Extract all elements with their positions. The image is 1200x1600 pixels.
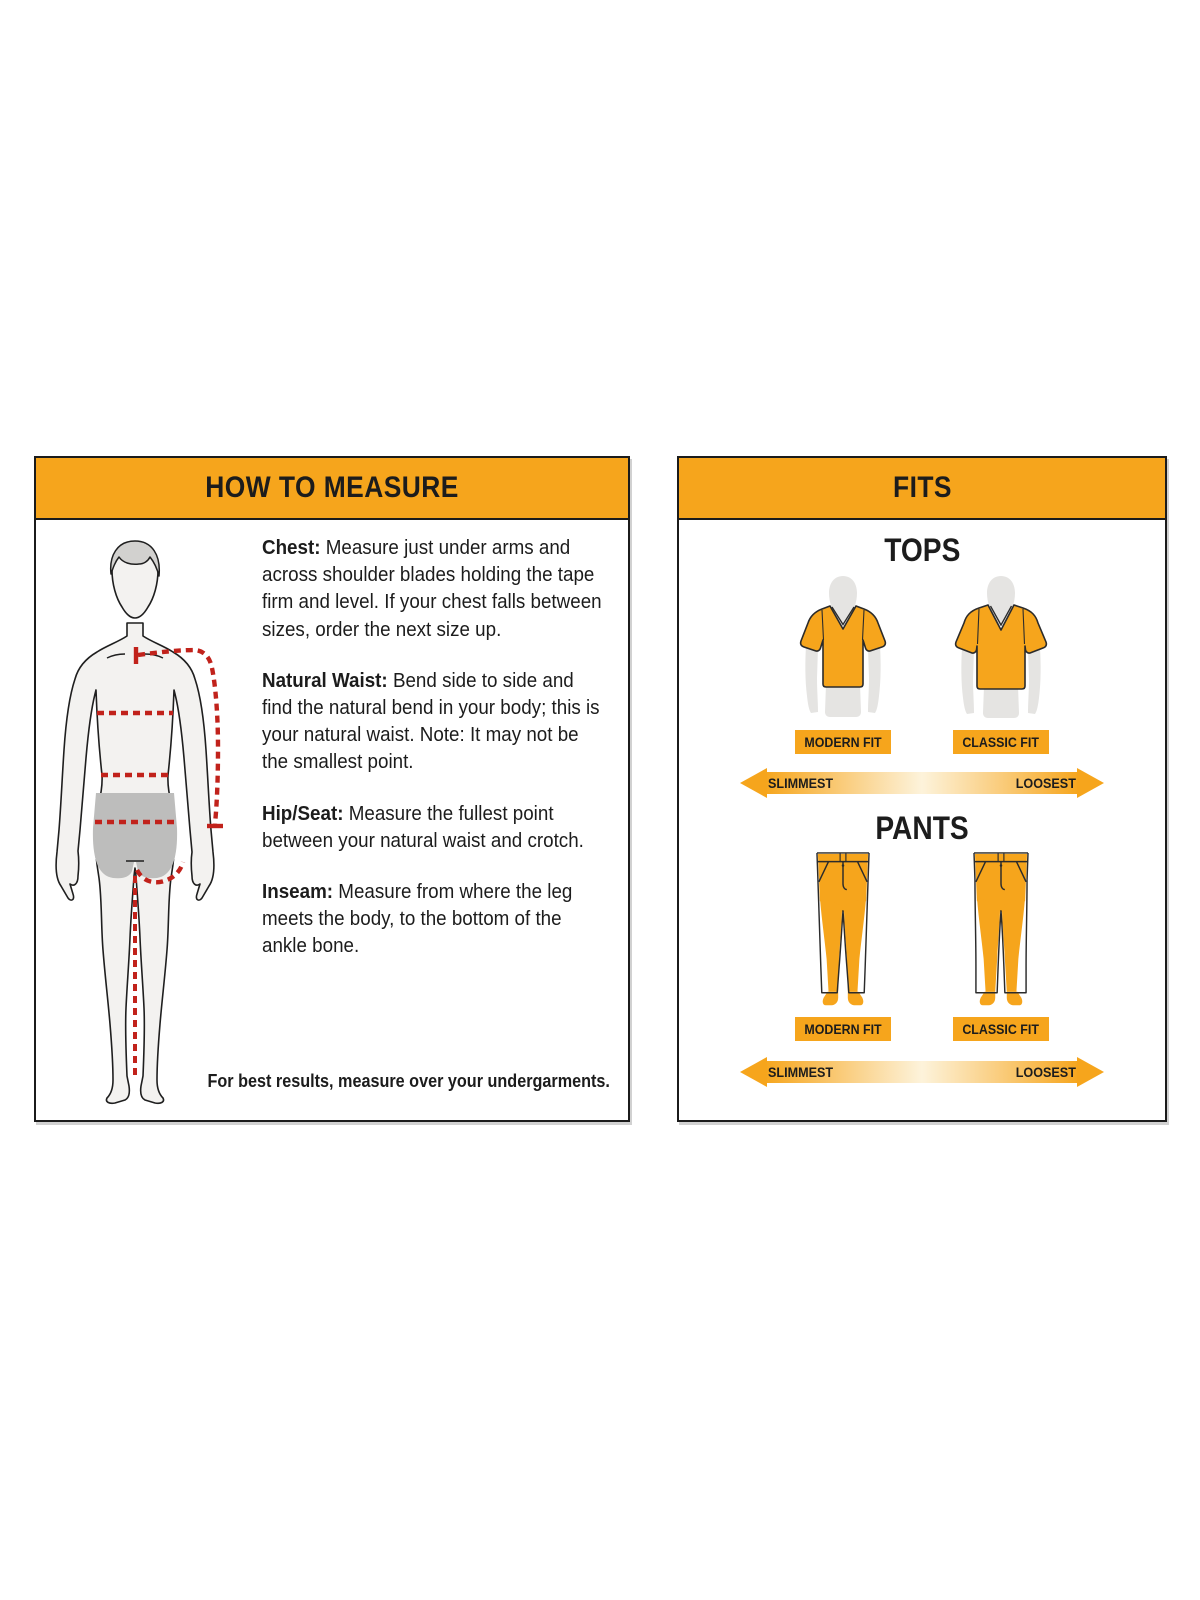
fits-panel <box>677 456 1167 1122</box>
left-foot-fill <box>823 992 838 1006</box>
modern-fit-pants-illustration <box>812 851 874 1013</box>
fit-badge-label: MODERN FIT <box>804 1021 882 1037</box>
how-to-measure-title: HOW TO MEASURE <box>205 471 459 504</box>
measure-footnote: For best results, measure over your undergarments. <box>207 1071 610 1091</box>
measure-text: Bend side to side and find the natural bend in your body; this is your natural waist. Note: It may not be the smallest point. <box>262 669 600 774</box>
pants-classic-fit-badge <box>953 1017 1049 1041</box>
fly-button <box>1000 864 1003 867</box>
left-arrowhead <box>740 768 767 798</box>
pants-modern-fit-badge <box>795 1017 891 1041</box>
body-silhouette <box>56 623 214 1103</box>
tops-heading: TOPS <box>883 532 961 568</box>
fits-body <box>679 520 1165 1090</box>
right-arm-silhouette <box>868 646 881 713</box>
loosest-label: LOOSEST <box>1015 1064 1076 1080</box>
measure-text: Measure the fullest point between your natural waist and crotch. <box>262 802 584 852</box>
loosest-label: LOOSEST <box>1015 775 1076 791</box>
left-leg-fill <box>977 897 1000 992</box>
right-leg-fill <box>1002 897 1025 992</box>
pants-fit-scale-arrow <box>740 1054 1104 1090</box>
fits-header <box>679 458 1165 520</box>
right-arrowhead <box>1077 768 1104 798</box>
slimmest-label: SLIMMEST <box>768 1064 834 1080</box>
measure-section-inseam <box>262 879 602 961</box>
tops-fit-scale-arrow <box>740 765 1104 801</box>
tops-modern-fit-badge <box>795 730 891 754</box>
right-foot-fill <box>848 992 863 1006</box>
body-measurement-figure-illustration <box>42 528 238 1106</box>
fly-button <box>842 864 845 867</box>
measure-label: Chest: <box>262 537 321 559</box>
measure-label: Hip/Seat: <box>262 802 344 825</box>
fit-badge-label: CLASSIC FIT <box>962 734 1040 750</box>
pants-heading: PANTS <box>875 810 969 846</box>
body-measurement-figure-svg <box>42 528 238 1106</box>
fits-title: FITS <box>892 471 952 504</box>
right-arm-silhouette <box>1028 648 1041 714</box>
fit-badge-label: MODERN FIT <box>804 734 882 750</box>
measure-section-natural-waist <box>262 668 602 777</box>
left-arm-silhouette <box>961 648 974 714</box>
classic-fit-top-illustration <box>946 572 1056 722</box>
hips-silhouette <box>983 686 1019 718</box>
classic-fit-pants-illustration <box>970 851 1032 1013</box>
pants-figures-row <box>812 851 1032 1013</box>
left-arm-silhouette <box>805 646 818 713</box>
measure-instructions <box>262 535 602 984</box>
measure-label: Inseam: <box>262 880 334 903</box>
measure-text: Measure from where the leg meets the body, to the bottom of the ankle bone. <box>262 880 573 958</box>
right-foot-fill <box>1007 992 1022 1006</box>
fit-badge-label: CLASSIC FIT <box>962 1021 1040 1037</box>
measure-section-hip-seat <box>262 801 602 855</box>
right-arrowhead <box>1077 1057 1104 1087</box>
pants-fit-labels-row <box>795 1017 1049 1041</box>
how-to-measure-panel <box>34 456 630 1122</box>
left-foot-fill <box>980 992 995 1006</box>
how-to-measure-header <box>36 458 628 520</box>
measure-section-chest <box>262 535 602 644</box>
modern-fit-top-illustration <box>788 572 898 722</box>
measure-text: Measure just under arms and across shoulder blades holding the tape firm and level. If your chest falls between sizes, order the next size up. <box>262 537 602 641</box>
left-arrowhead <box>740 1057 767 1087</box>
tops-classic-fit-badge <box>953 730 1049 754</box>
slimmest-label: SLIMMEST <box>768 775 834 791</box>
tops-figures-row <box>788 572 1056 722</box>
tops-fit-labels-row <box>795 730 1049 754</box>
measure-label: Natural Waist: <box>262 669 388 692</box>
hips-silhouette <box>825 684 861 717</box>
